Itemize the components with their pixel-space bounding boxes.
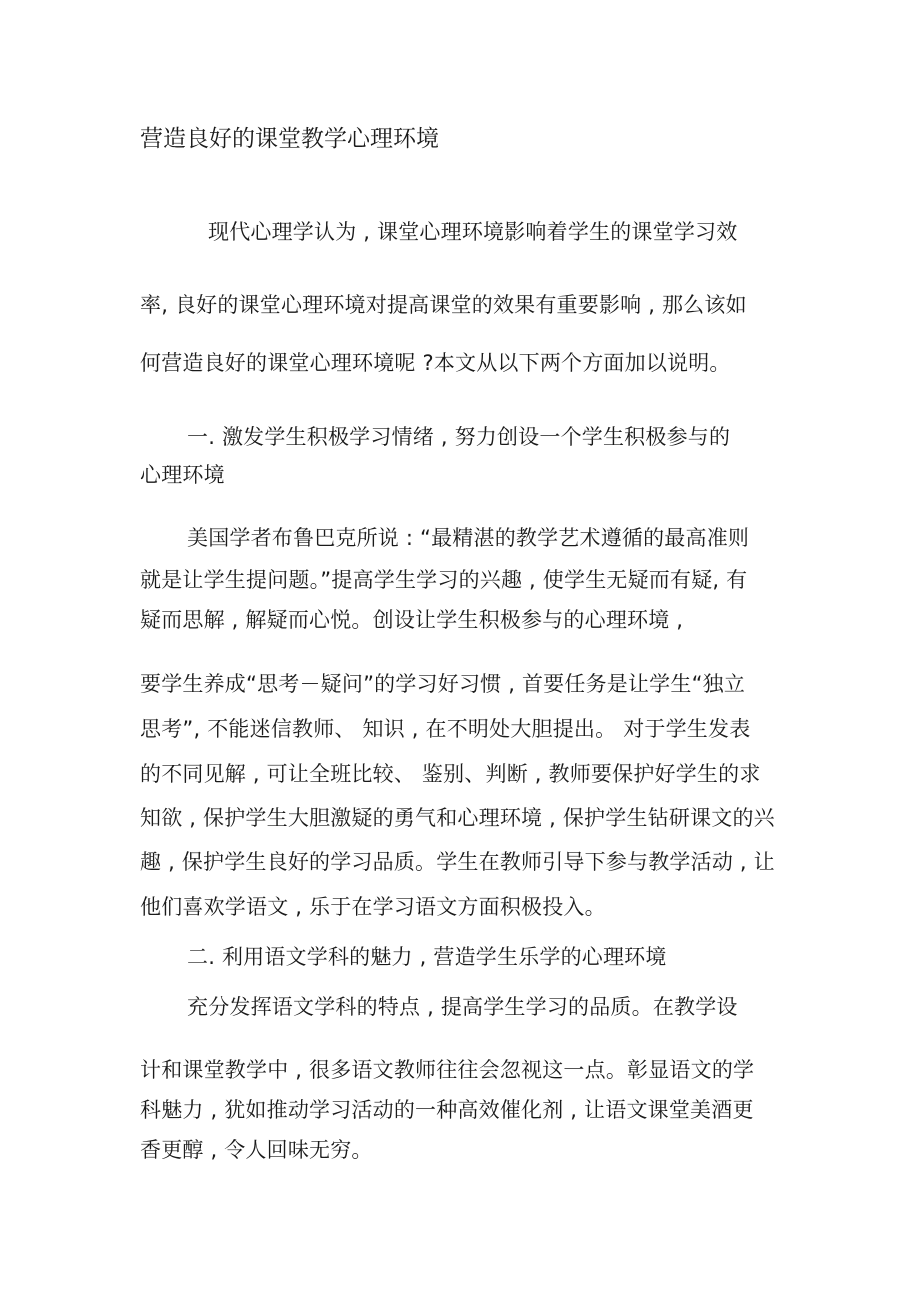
paragraph-line: 何营造良好的课堂心理环境呢 ?本文从以下两个方面加以说明。 [140,351,731,375]
paragraph-line: 疑而思解 , 解疑而心悦。创设让学生积极参与的心理环境 , [140,608,684,632]
paragraph-line: 思考”, 不能迷信教师、 知识 , 在不明处大胆提出。 对于学生发表 [140,717,751,741]
paragraph-line: 香更醇 , 令人回味无穷。 [140,1138,373,1162]
section-heading-line: 一. 激发学生积极学习情绪 , 努力创设一个学生积极参与的 [187,425,731,449]
paragraph-line: 趣 , 保护学生良好的学习品质。学生在教师引导下参与教学活动 , 让 [140,850,775,874]
paragraph-line: 现代心理学认为 , 课堂心理环境影响着学生的课堂学习效 [208,220,738,244]
section-heading-line: 心理环境 [140,463,225,487]
paragraph-line: 充分发挥语文学科的特点 , 提高学生学习的品质。在教学设 [187,995,738,1019]
document-title: 营造良好的课堂教学心理环境 [140,126,439,152]
paragraph-line: 科魅力 , 犹如推动学习活动的一种高效催化剂 , 让语文课堂美酒更 [140,1098,754,1122]
paragraph-line: 的不同见解 , 可让全班比较、 鉴别、判断 , 教师要保护好学生的求 [140,762,761,786]
paragraph-line: 就是让学生提问题。”提高学生学习的兴趣 , 使学生无疑而有疑, 有 [140,568,748,592]
paragraph-line: 要学生养成“思考－疑问”的学习好习惯 , 首要任务是让学生“独立 [140,672,746,696]
section-heading-line: 二. 利用语文学科的魅力 , 营造学生乐学的心理环境 [187,945,667,969]
paragraph-line: 他们喜欢学语文 , 乐于在学习语文方面积极投入。 [140,895,606,919]
paragraph-line: 知欲 , 保护学生大胆激疑的勇气和心理环境 , 保护学生钻研课文的兴 [140,806,775,830]
paragraph-line: 计和课堂教学中 , 很多语文教师往往会忽视这一点。彰显语文的学 [140,1058,755,1082]
paragraph-line: 美国学者布鲁巴克所说 : “最精湛的教学艺术遵循的最高准则 [187,526,750,550]
paragraph-line: 率, 良好的课堂心理环境对提高课堂的效果有重要影响 , 那么该如 [140,293,747,317]
